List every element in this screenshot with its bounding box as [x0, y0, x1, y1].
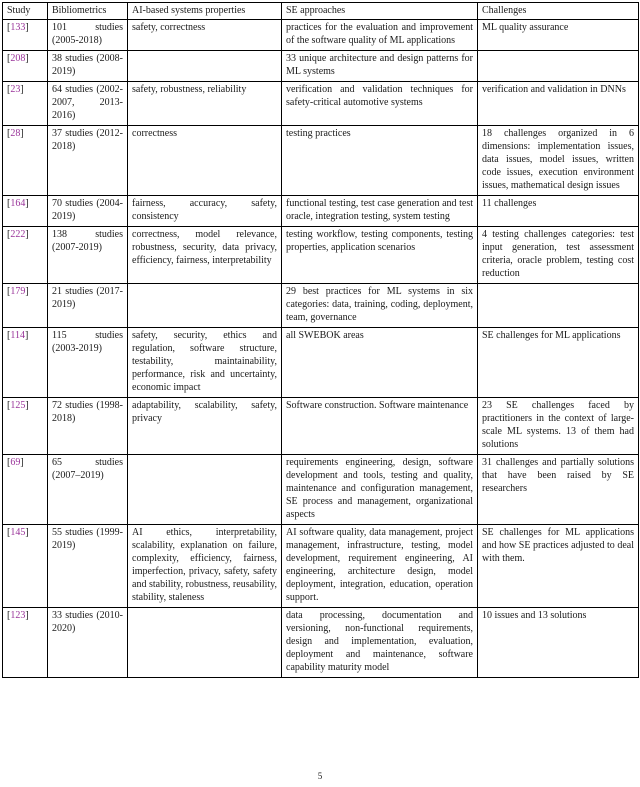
table-row [3, 525, 639, 608]
bibliometrics-cell: 65 studies (2007–2019) [48, 455, 128, 525]
se-approaches-cell: functional testing, test case generation and test oracle, integration testing, system testing [282, 196, 478, 227]
properties-cell: safety, robustness, reliability [128, 82, 282, 126]
table-row [3, 328, 639, 398]
study-cell [3, 82, 48, 126]
citation-bracket: ] [25, 53, 29, 64]
challenges-cell: 18 challenges organized in 6 dimensions: implementation issues, data issues, model issues, written code issues, execution environment issues, mathematical design issues [478, 126, 639, 196]
challenges-cell: 23 SE challenges faced by practitioners in the context of large-scale ML systems. 13 of them had solutions [478, 398, 639, 455]
study-cell [3, 227, 48, 284]
properties-cell: fairness, accuracy, safety, consistency [128, 196, 282, 227]
properties-cell: safety, correctness [128, 20, 282, 51]
table-row [3, 398, 639, 455]
citation-bracket: [ [7, 198, 11, 209]
table-row [3, 608, 639, 678]
citation-bracket: [ [7, 330, 11, 341]
table-row [3, 455, 639, 525]
study-cell [3, 126, 48, 196]
challenges-cell: SE challenges for ML applications and how SE practices adjusted to deal with them. [478, 525, 639, 608]
study-cell [3, 455, 48, 525]
citation-link[interactable]: 179 [10, 286, 26, 297]
citation-bracket: ] [24, 330, 29, 341]
studies-comparison-table [2, 2, 639, 678]
se-approaches-cell: all SWEBOK areas [282, 328, 478, 398]
citation-bracket: ] [25, 400, 29, 411]
bibliometrics-cell: 21 studies (2017-2019) [48, 284, 128, 328]
challenges-cell: verification and validation in DNNs [478, 82, 639, 126]
citation-link[interactable]: 69 [10, 457, 21, 468]
bibliometrics-cell: 38 studies (2008-2019) [48, 51, 128, 82]
study-cell [3, 608, 48, 678]
citation-bracket: ] [25, 610, 29, 621]
column-header-study: Study [3, 3, 48, 20]
citation-link[interactable]: 164 [10, 198, 26, 209]
se-approaches-cell: testing workflow, testing components, testing properties, application scenarios [282, 227, 478, 284]
bibliometrics-cell: 55 studies (1999-2019) [48, 525, 128, 608]
citation-bracket: ] [25, 22, 29, 33]
citation-bracket: ] [25, 229, 29, 240]
citation-link[interactable]: 23 [10, 84, 21, 95]
citation-bracket: [ [7, 84, 11, 95]
citation-bracket: [ [7, 457, 11, 468]
citation-link[interactable]: 123 [10, 610, 26, 621]
column-header-challenges: Challenges [478, 3, 639, 20]
properties-cell [128, 608, 282, 678]
bibliometrics-cell: 101 studies (2005-2018) [48, 20, 128, 51]
se-approaches-cell: 29 best practices for ML systems in six categories: data, training, coding, deployment, team, governance [282, 284, 478, 328]
citation-bracket: ] [20, 84, 24, 95]
properties-cell: correctness [128, 126, 282, 196]
study-cell [3, 51, 48, 82]
bibliometrics-cell: 37 studies (2012-2018) [48, 126, 128, 196]
challenges-cell: ML quality assurance [478, 20, 639, 51]
study-cell [3, 20, 48, 51]
citation-bracket: [ [7, 53, 11, 64]
table-row [3, 284, 639, 328]
bibliometrics-cell: 64 studies (2002-2007, 2013-2016) [48, 82, 128, 126]
citation-bracket: [ [7, 610, 11, 621]
bibliometrics-cell: 33 studies (2010-2020) [48, 608, 128, 678]
study-cell [3, 525, 48, 608]
properties-cell: safety, security, ethics and regulation, software structure, testability, maintainability, performance, risk and uncertainty, economic impact [128, 328, 282, 398]
se-approaches-cell: practices for the evaluation and improvement of the software quality of ML applications [282, 20, 478, 51]
se-approaches-cell: requirements engineering, design, software development and tools, testing and quality, maintenance and configuration management, SE process and management, organizational aspects [282, 455, 478, 525]
citation-link[interactable]: 208 [10, 53, 26, 64]
citation-link[interactable]: 114 [10, 330, 25, 341]
column-header-bibliometrics: Bibliometrics [48, 3, 128, 20]
citation-bracket: ] [20, 457, 24, 468]
challenges-cell: 11 challenges [478, 196, 639, 227]
challenges-cell: 31 challenges and partially solutions that have been raised by SE researchers [478, 455, 639, 525]
table-row [3, 196, 639, 227]
citation-link[interactable]: 145 [10, 527, 26, 538]
citation-link[interactable]: 125 [10, 400, 26, 411]
properties-cell [128, 51, 282, 82]
challenges-cell [478, 284, 639, 328]
se-approaches-cell: verification and validation techniques for safety-critical automotive systems [282, 82, 478, 126]
se-approaches-cell: AI software quality, data management, project management, infrastructure, testing, model development, requirement engineering, AI engineering, architecture design, model deployment, integration, education, operation support. [282, 525, 478, 608]
citation-link[interactable]: 133 [10, 22, 26, 33]
citation-link[interactable]: 28 [10, 128, 21, 139]
citation-bracket: [ [7, 22, 11, 33]
column-header-se-approaches: SE approaches [282, 3, 478, 20]
table-row [3, 20, 639, 51]
citation-link[interactable]: 222 [10, 229, 26, 240]
properties-cell: AI ethics, interpretability, scalability, explanation on failure, complexity, efficiency, fairness, imperfection, privacy, safety, safety and stability, robustness, reusability, stability, staleness [128, 525, 282, 608]
challenges-cell: SE challenges for ML applications [478, 328, 639, 398]
se-approaches-cell: data processing, documentation and versioning, non-functional requirements, design and implementation, evaluation, deployment and maintenance, software capability maturity model [282, 608, 478, 678]
challenges-cell: 4 testing challenges categories: test input generation, test assessment criteria, oracle problem, testing cost reduction [478, 227, 639, 284]
bibliometrics-cell: 70 studies (2004-2019) [48, 196, 128, 227]
table-header-row [3, 3, 639, 20]
citation-bracket: [ [7, 229, 11, 240]
properties-cell [128, 455, 282, 525]
table-row [3, 227, 639, 284]
properties-cell: adaptability, scalability, safety, privacy [128, 398, 282, 455]
challenges-cell: 10 issues and 13 solutions [478, 608, 639, 678]
bibliometrics-cell: 115 studies (2003-2019) [48, 328, 128, 398]
study-cell [3, 398, 48, 455]
bibliometrics-cell: 138 studies (2007-2019) [48, 227, 128, 284]
table-row [3, 82, 639, 126]
table-row [3, 51, 639, 82]
table-row [3, 126, 639, 196]
study-cell [3, 196, 48, 227]
challenges-cell [478, 51, 639, 82]
page-number: 5 [317, 771, 323, 781]
citation-bracket: ] [25, 286, 29, 297]
study-cell [3, 328, 48, 398]
citation-bracket: ] [25, 198, 29, 209]
citation-bracket: [ [7, 128, 11, 139]
se-approaches-cell: Software construction. Software maintenance [282, 398, 478, 455]
citation-bracket: [ [7, 527, 11, 538]
study-cell [3, 284, 48, 328]
properties-cell: correctness, model relevance, robustness, security, data privacy, efficiency, fairness, interpretability [128, 227, 282, 284]
citation-bracket: [ [7, 400, 11, 411]
se-approaches-cell: testing practices [282, 126, 478, 196]
se-approaches-cell: 33 unique architecture and design patterns for ML systems [282, 51, 478, 82]
properties-cell [128, 284, 282, 328]
citation-bracket: [ [7, 286, 11, 297]
citation-bracket: ] [20, 128, 24, 139]
citation-bracket: ] [25, 527, 29, 538]
bibliometrics-cell: 72 studies (1998-2018) [48, 398, 128, 455]
column-header-properties: AI-based systems properties [128, 3, 282, 20]
